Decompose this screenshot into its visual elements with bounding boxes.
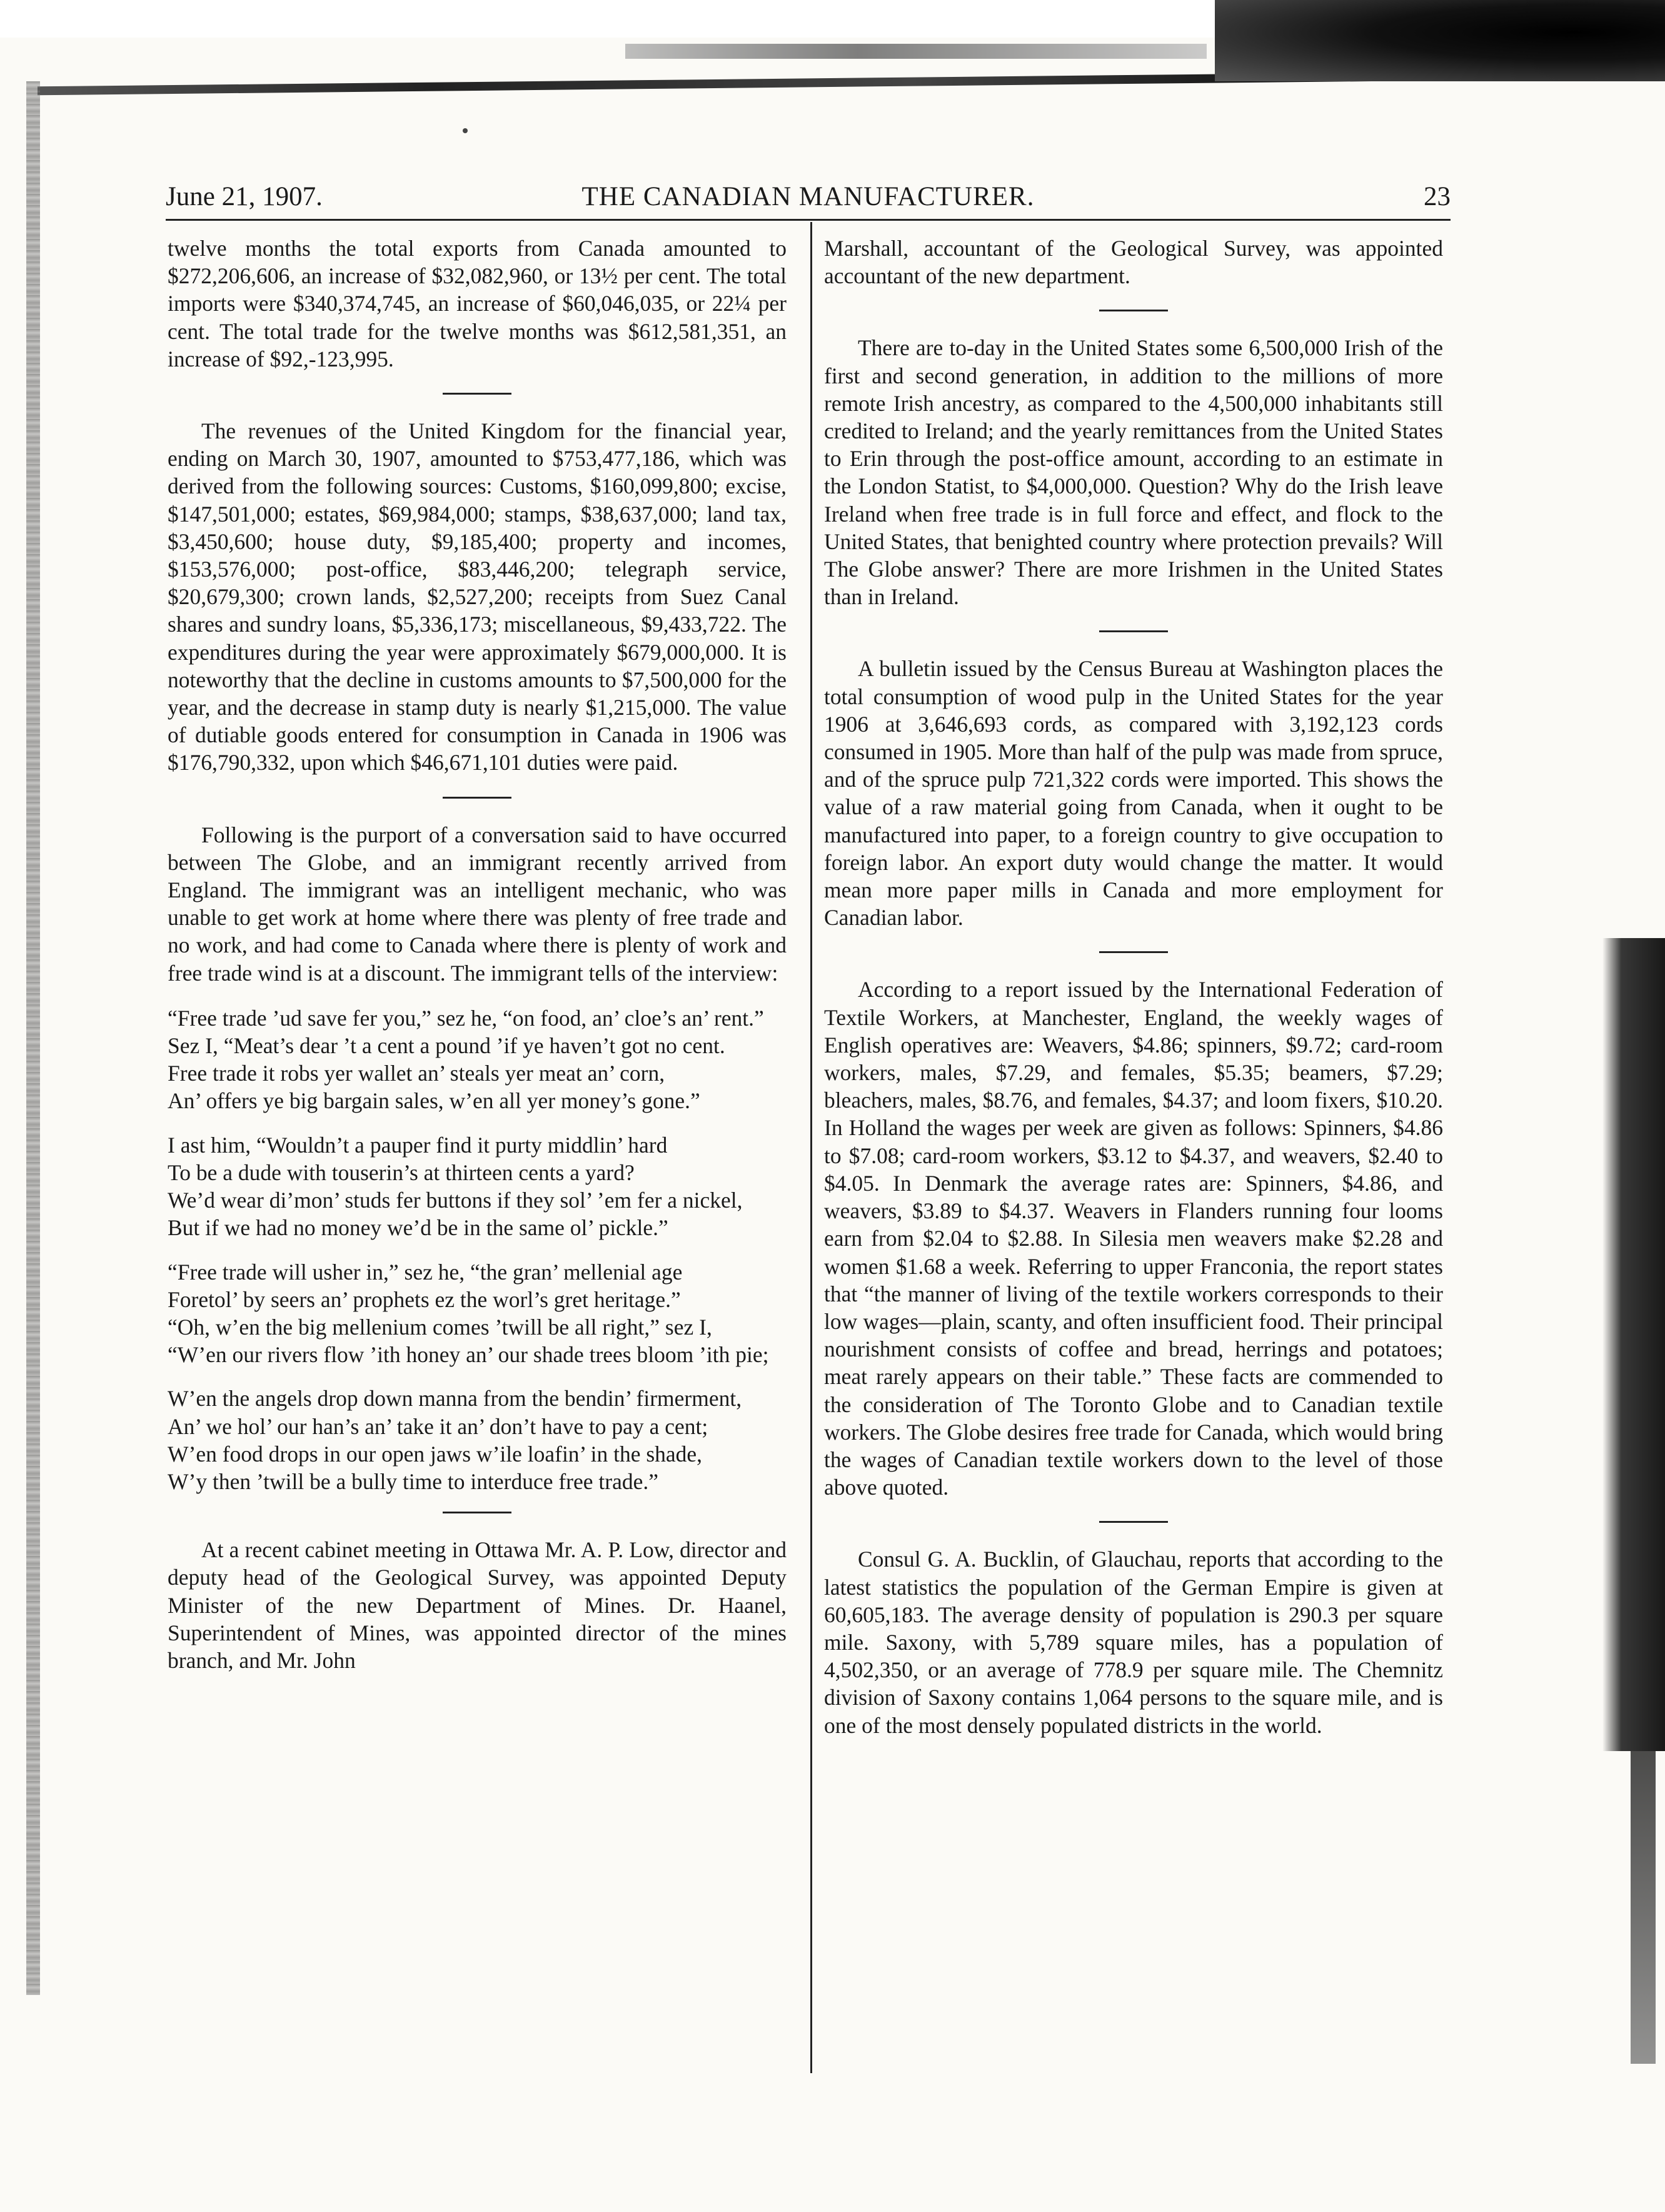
verse-line: To be a dude with touserin’s at thirteen cents a yard?: [168, 1159, 635, 1185]
scan-speck: [463, 128, 468, 133]
scan-right-shadow: [1602, 938, 1665, 1751]
verse-line: W’en food drops in our open jaws w’ile loafin’ in the shade,: [168, 1441, 703, 1467]
verse-stanza: [168, 1258, 787, 1369]
right-column: [824, 235, 1443, 1739]
publication-title: THE CANADIAN MANUFACTURER.: [581, 182, 1035, 211]
trade-paragraph: twelve months the total exports from Canada amounted to $272,206,606, an increase of $32,082,960, or 13½ per cent. The total imports were $340,374,745, an increase of $60,046,035, or 22¼ per cent. The total trade for the twelve months was $612,581,351, an increase of $92,-123,995.: [168, 236, 787, 371]
section-separator: [443, 393, 511, 395]
verse-stanza: [168, 1131, 787, 1242]
issue-date: June 21, 1907.: [166, 182, 323, 211]
verse-stanza: [168, 1004, 787, 1115]
section-separator: [1099, 951, 1168, 953]
verse-line: Free trade it robs yer wallet an’ steals yer meat an’ corn,: [168, 1061, 665, 1086]
section-separator: [1099, 1521, 1168, 1523]
verse-line: W’en the angels drop down manna from the bendin’ firmerment,: [168, 1386, 742, 1412]
verse-line: Foretol’ by seers an’ prophets ez the worl’s gret heritage.”: [168, 1286, 681, 1312]
scan-streak: [625, 44, 1207, 59]
german-population-paragraph: Consul G. A. Bucklin, of Glauchau, reports that according to the latest statistics the population of the German Empire is given at 60,605,183. The average density of population is 290.3 per square mile. Saxony, with 5,789 square miles, has a population of 4,502,350, or an average of 778.9 per square mile. The Chemnitz division of Saxony contains 1,064 persons to the square mile, and is one of the most densely populated districts in the world.: [824, 1547, 1443, 1738]
wood-pulp-paragraph: A bulletin issued by the Census Bureau at Washington places the total consumption of wood pulp in the United States for the year 1906 at 3,646,693 cords, as compared with 3,192,123 cords consumed in 1905. More than half of the pulp was made from spruce, and of the spruce pulp 721,322 cords were imported. This shows the value of a raw material going from Canada, when it ought to be manufactured into paper, to a foreign country to give occupation to foreign labor. An export duty would change the matter. It would mean more paper mills in Canada and more employment for Canadian labor.: [824, 656, 1443, 931]
verse-line: W’y then ’twill be a bully time to interduce free trade.”: [168, 1468, 658, 1494]
scan-dark-corner: [1215, 0, 1665, 81]
verse-line: Sez I, “Meat’s dear ’t a cent a pound ’if ye haven’t got no cent.: [168, 1033, 725, 1059]
section-separator: [443, 797, 511, 799]
scan-binding-edge: [26, 81, 40, 1995]
left-column: [168, 235, 787, 1674]
verse-stanza: [168, 1385, 787, 1495]
verse-line: “Oh, w’en the big mellenium comes ’twill be all right,” sez I,: [168, 1314, 712, 1340]
irish-population-paragraph: There are to-day in the United States some 6,500,000 Irish of the first and second generation, in addition to the millions of more remote Irish ancestry, as compared to the 4,500,000 inhabitants still credited to Ireland; and the yearly remittances from the United States to Erin through the post-office amount, according to an estimate in the London Statist, to $4,000,000. Question? Why do the Irish leave Ireland when free trade is in full force and effect, and flock to the United States, that benighted country where protection prevails? Will The Globe answer? There are more Irishmen in the United States than in Ireland.: [824, 335, 1443, 610]
page-header: [166, 178, 1451, 216]
column-divider: [810, 222, 812, 2073]
header-rule: [166, 219, 1451, 221]
verse-line: But if we had no money we’d be in the same ol’ pickle.”: [168, 1215, 668, 1241]
textile-wages-paragraph: According to a report issued by the International Federation of Textile Workers, at Manchester, England, the weekly wages of English operatives are: Weavers, $4.86; spinners, $9.72; card-room workers, males, $7.29, and females, $5.35; beamers, $7.29; bleachers, males, $8.76, and females, $4.37; and loom fixers, $10.20. In Holland the wages per week are given as follows: Spinners, $4.86 to $7.08; card-room workers, $3.12 to $4.37, and weavers, $2.40 to $4.05. In Denmark the average rates are: Spinners, $4.86, and weavers, $3.89 to $4.37. Weavers in Flanders running four looms earn from $2.04 to $2.88. In Silesia men weavers make $2.28 and women $1.68 a week. Referring to upper Franconia, the report states that “the manner of living of the textile workers corresponds to their low wages—plain, scanty, and often insufficient food. Their principal nourishment consists of coffee and bread, herrings and potatoes; meat rarely appears on their table.” These facts are commended to the consideration of The Toronto Globe and to Canadian textile workers. The Globe desires free trade for Canada, which would bring the wages of Canadian textile workers down to the level of those above quoted.: [824, 977, 1443, 1500]
conversation-intro-paragraph: Following is the purport of a conversation said to have occurred between The Globe, and an immigrant recently arrived from England. The immigrant was an intelligent mechanic, who was unable to get work at home where there was plenty of free trade and no work, and had come to Canada where there is plenty of work and free trade wind is at a discount. The immigrant tells of the interview:: [168, 822, 787, 986]
verse-line: We’d wear di’mon’ studs fer buttons if they sol’ ’em fer a nickel,: [168, 1188, 743, 1213]
scan-right-shadow-lower: [1631, 1751, 1656, 2064]
section-separator: [1099, 310, 1168, 311]
mines-continued-paragraph: Marshall, accountant of the Geological Survey, was appointed accountant of the new department.: [824, 236, 1443, 289]
verse-line: “W’en our rivers flow ’ith honey an’ our shade trees bloom ’ith pie;: [168, 1342, 769, 1368]
section-separator: [1099, 630, 1168, 632]
section-separator: [443, 1512, 511, 1513]
verse-line: “Free trade will usher in,” sez he, “the gran’ mellenial age: [168, 1259, 683, 1285]
page-number: 23: [1424, 182, 1451, 211]
uk-revenue-paragraph: The revenues of the United Kingdom for the financial year, ending on March 30, 1907, amounted to $753,477,186, which was derived from the following sources: Customs, $160,099,800; excise, $147,501,000; estates, $69,984,000; stamps, $38,637,000; land tax, $3,450,600; house duty, $9,185,400; property and incomes, $153,576,000; post-office, $83,446,200; telegraph service, $20,679,300; crown lands, $2,527,200; receipts from Suez Canal shares and sundry loans, $5,336,173; miscellaneous, $9,433,722. The expenditures during the year were approximately $679,000,000. It is noteworthy that the decline in customs amounts to $7,500,000 for the year, and the decrease in stamp duty is nearly $1,215,000. The value of dutiable goods entered for consumption in Canada in 1906 was $176,790,332, upon which $46,671,101 duties were paid.: [168, 418, 787, 775]
mines-department-paragraph: At a recent cabinet meeting in Ottawa Mr. A. P. Low, director and deputy head of the Geological Survey, was appointed Deputy Minister of the new Department of Mines. Dr. Haanel, Superintendent of Mines, was appointed director of the mines branch, and Mr. John: [168, 1537, 787, 1673]
verse-line: An’ we hol’ our han’s an’ take it an’ don’t have to pay a cent;: [168, 1413, 708, 1439]
verse-line: An’ offers ye big bargain sales, w’en all yer money’s gone.”: [168, 1088, 700, 1114]
verse-line: I ast him, “Wouldn’t a pauper find it purty middlin’ hard: [168, 1132, 668, 1158]
verse-line: “Free trade ’ud save fer you,” sez he, “on food, an’ cloe’s an’ rent.”: [168, 1005, 764, 1031]
